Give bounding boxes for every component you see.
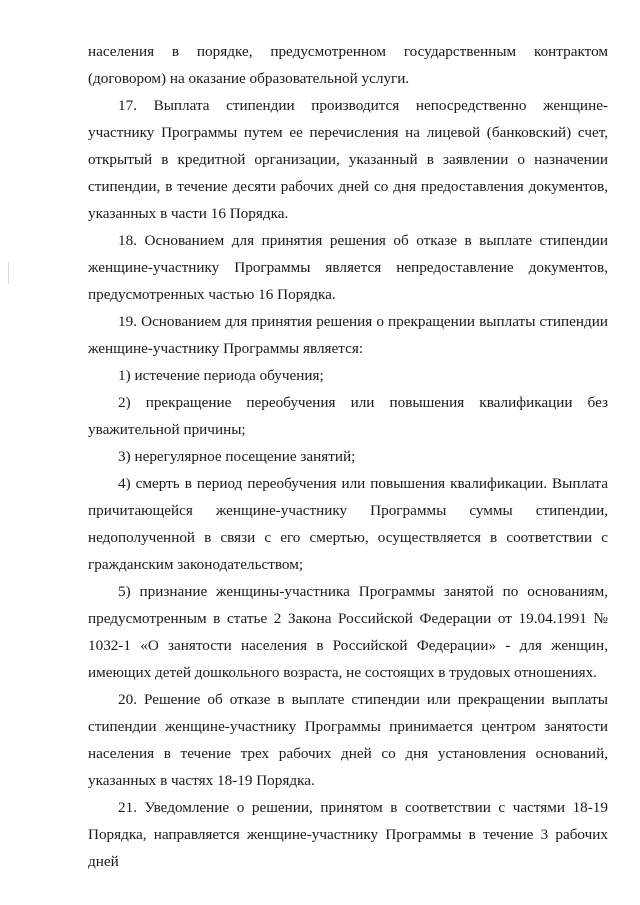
list-item-19-4: 4) смерть в период переобучения или повышения квалификации. Выплата причитающейся женщине-участнику Программы суммы стипендии, недополученной в связи с его смертью, осуществляется в соответствии с гражданским законодательством; [88,475,608,573]
paragraph-19: 19. Основанием для принятия решения о прекращении выплаты стипендии женщине-участнику Программы является: [88,313,608,357]
document-page [88,38,608,875]
paragraph-continuation: населения в порядке, предусмотренном государственным контрактом (договором) на оказание образовательной услуги. [88,43,608,87]
scan-margin-mark [8,262,9,284]
list-item-19-3: 3) нерегулярное посещение занятий; [118,448,356,465]
paragraph-17: 17. Выплата стипендии производится непосредственно женщине-участнику Программы путем ее перечисления на лицевой (банковский) счет, открытый в кредитной организации, указанный в заявлении о назначении стипендии, в течение десяти рабочих дней со дня предоставления документов, указанных в части 16 Порядка. [88,97,608,222]
paragraph-21: 21. Уведомление о решении, принятом в соответствии с частями 18-19 Порядка, направляется женщине-участнику Программы в течение 3 рабочих дней [88,799,608,870]
paragraph-18: 18. Основанием для принятия решения об отказе в выплате стипендии женщине-участнику Программы является непредоставление документов, предусмотренных частью 16 Порядка. [88,232,608,303]
list-item-19-1: 1) истечение периода обучения; [118,367,324,384]
paragraph-20: 20. Решение об отказе в выплате стипендии или прекращении выплаты стипендии женщине-участнику Программы принимается центром занятости населения в течение трех рабочих дней со дня установления оснований, указанных в частях 18-19 Порядка. [88,691,608,789]
list-item-19-5: 5) признание женщины-участника Программы занятой по основаниям, предусмотренным в статье 2 Закона Российской Федерации от 19.04.1991 № 1032-1 «О занятости населения в Российской Федерации» - для женщин, имеющих детей дошкольного возраста, не состоящих в трудовых отношениях. [88,583,608,681]
list-item-19-2: 2) прекращение переобучения или повышения квалификации без уважительной причины; [88,394,608,438]
